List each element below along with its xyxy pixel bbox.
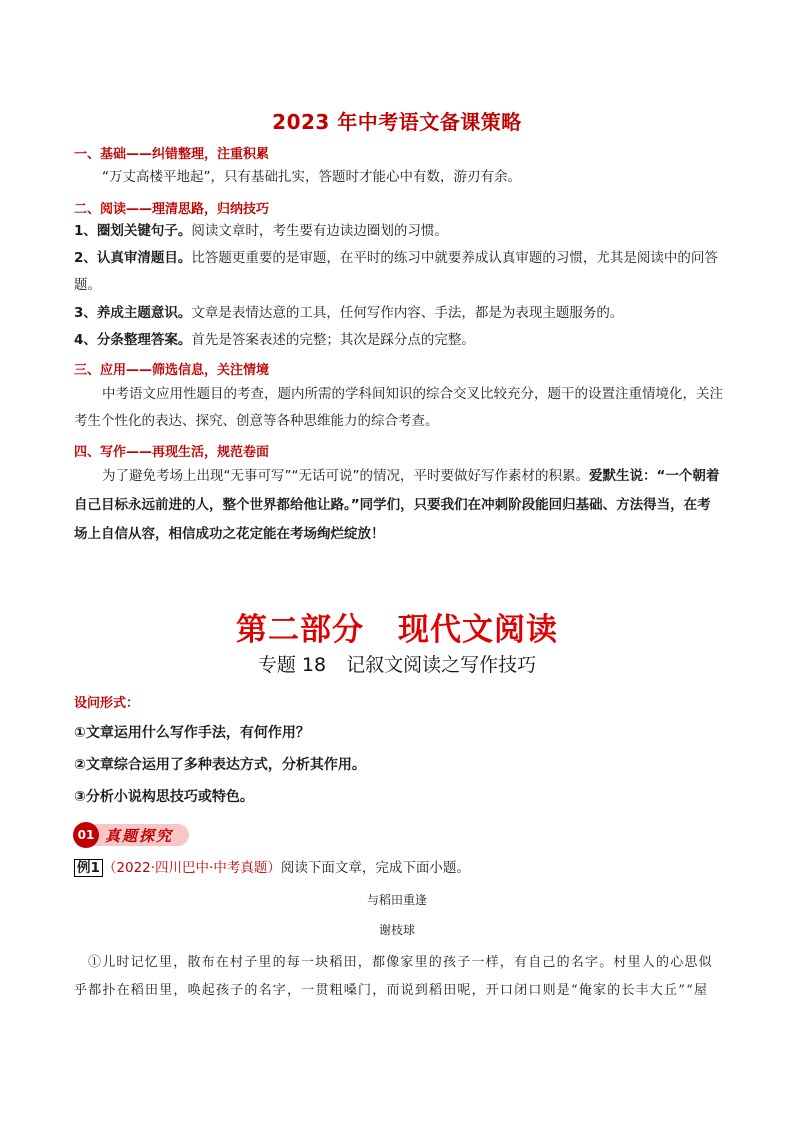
reading-tip-1-text: 阅读文章时，考生要有边读边圈划的习惯。 [191,223,448,239]
reading-tip-4-text: 首先是答案表述的完整；其次是踩分点的完整。 [191,332,475,348]
reading-tip-2-label: 2、认真审清题目。 [74,250,192,266]
topic-title [0,650,794,677]
part-title-name: 现代文阅读 [398,612,558,648]
reading-tip-2-text: 比答题更重要的是审题，在平时的练习中就要养成认真审题的习惯，尤其是阅读中的问答题。 [74,250,718,293]
section-badge [73,822,189,848]
section-heading-application: 三、应用——筛选信息，关注情境 [74,363,270,378]
topic-number: 专题 18 [257,654,327,676]
example-source: （2022·四川巴中·中考真题） [102,860,281,876]
section-heading-writing: 四、写作——再现生活，规范卷面 [74,445,270,460]
reading-tip-1 [74,218,724,245]
part-title [0,604,794,649]
reading-tip-3 [74,300,724,327]
reading-tip-2 [74,245,724,299]
part-title-number: 第二部分 [236,612,364,648]
section-writing-text [74,462,724,549]
example-instruction: 阅读下面文章，完成下面小题。 [280,860,470,876]
reading-tip-3-text: 文章是表情达意的工具，任何写作内容、手法，都是为表现主题服务的。 [191,305,624,321]
reading-tip-3-label: 3、养成主题意识。 [74,305,192,321]
question-format-item-1: ①文章运用什么写作手法，有何作用？ [74,725,310,741]
section-heading-basics: 一、基础——纠错整理，注重积累 [74,147,270,162]
example-tag: 例1 [74,859,103,877]
reading-tip-1-label: 1、圈划关键句子。 [74,223,192,239]
reading-tip-4 [74,327,724,354]
article-paragraph-1: ①儿时记忆里，散布在村子里的每一块稻田，都像家里的孩子一样，有自己的名字。村里人的心思似乎都扑在稻田里，唤起孩子的名字，一贯粗嗓门，而说到稻田呢，开口闭口则是“俺家的长丰大丘”“屋 [74,955,713,998]
badge-label: 真题探究 [91,824,189,846]
topic-name: 记叙文阅读之写作技巧 [346,654,537,676]
section-basics-text: “万丈高楼平地起”，只有基础扎实，答题时才能心中有数，游刃有余。 [102,169,521,185]
badge-number: 01 [73,822,99,848]
example-line [74,856,470,876]
reading-tip-4-label: 4、分条整理答案。 [74,332,192,348]
section-application-text: 中考语文应用性题目的考查，题内所需的学科间知识的综合交叉比较充分，题干的设置注重情境化，关注考生个性化的表达、探究、创意等各种思维能力的综合考查。 [74,386,723,429]
article-author: 谢枝球 [378,923,415,937]
article-title: 与稻田重逢 [366,893,427,907]
writing-text-quote: 爱默生说：“一个朝着自己目标永远前进的人，整个世界都给他让路。”同学们，只要我们在冲刺阶段能回归基础、方法得当，在考场上自信从容，相信成功之花定能在考场绚烂绽放！ [74,468,720,542]
document-title: 2023 年中考语文备课策略 [272,110,522,134]
section-heading-reading: 二、阅读——理清思路，归纳技巧 [74,202,270,217]
question-format-item-2: ②文章综合运用了多种表达方式，分析其作用。 [74,757,366,773]
question-format-heading: 设问形式： [74,696,140,711]
writing-text-plain: 为了避免考场上出现“无事可写”“无话可说”的情况，平时要做好写作素材的积累。 [102,468,589,484]
question-format-item-3: ③分析小说构思技巧或特色。 [74,789,254,805]
